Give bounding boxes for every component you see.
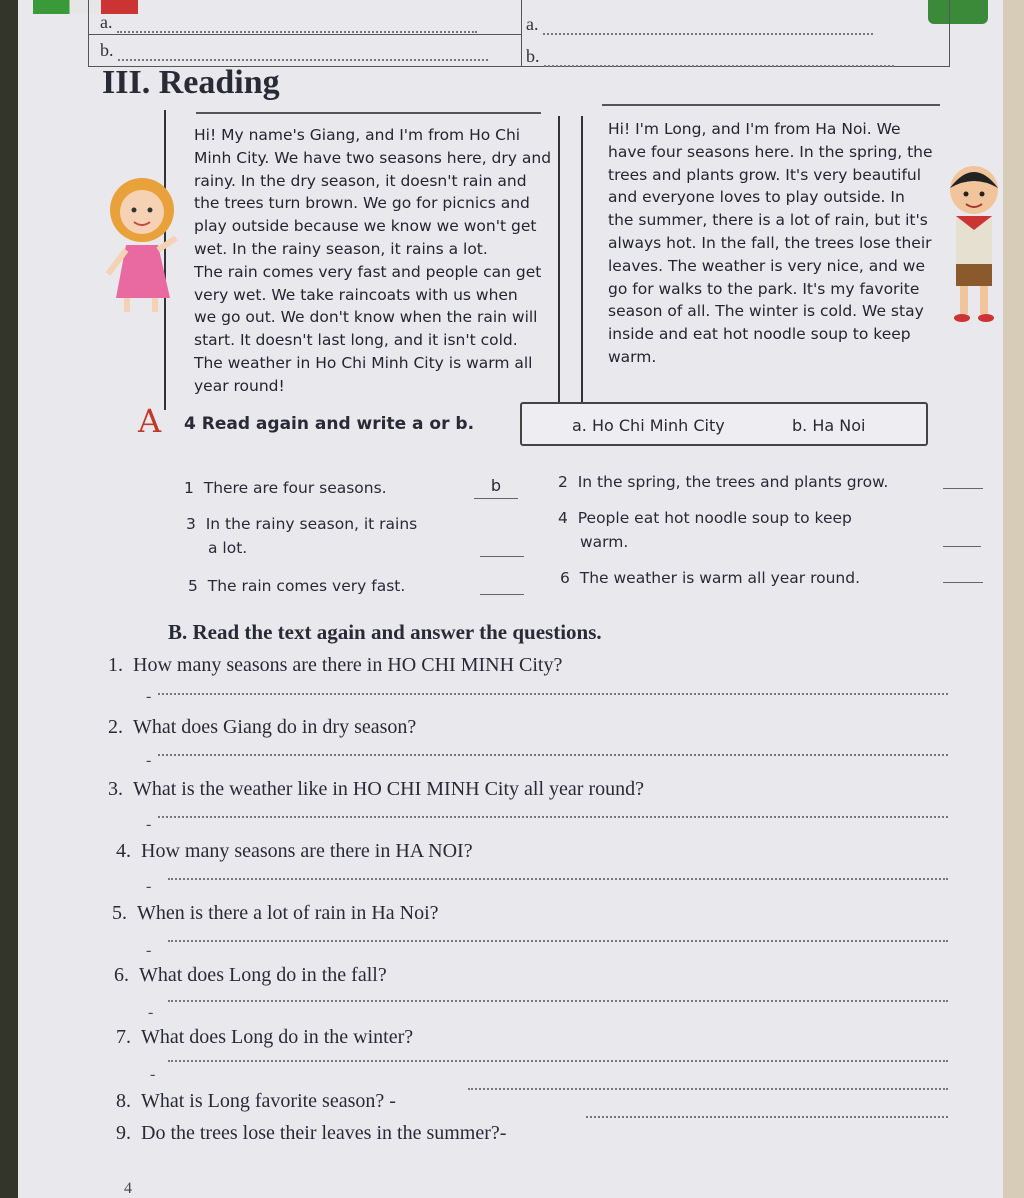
question-9 <box>116 1122 506 1145</box>
question-4 <box>116 840 473 863</box>
answer-field-5[interactable] <box>480 572 524 595</box>
question-number: 5. <box>112 902 127 924</box>
exercise-b-title: B. Read the text again and answer the questions. <box>168 620 602 644</box>
question-5 <box>112 902 439 925</box>
question-number: 9. <box>116 1122 131 1144</box>
answer-line-3[interactable] <box>158 816 948 818</box>
question-text: When is there a lot of rain in Ha Noi? <box>137 902 439 924</box>
passage-line: always hot. In the fall, the trees lose their <box>608 233 932 252</box>
question-1 <box>108 654 562 677</box>
answer-line-7[interactable] <box>168 1060 948 1062</box>
passage-line: Hi! My name's Giang, and I'm from Ho Chi <box>194 126 521 144</box>
passage-line: Minh City. We have two seasons here, dry and <box>194 148 552 167</box>
boy-illustration <box>944 160 1003 330</box>
passage-line: very wet. We take raincoats with us when <box>194 285 518 304</box>
answer-dash: - <box>146 688 152 705</box>
answer-line-4[interactable] <box>168 878 948 880</box>
row-label: b. <box>100 40 114 60</box>
question-number: 4. <box>116 840 131 862</box>
passage-line: trees and plants grow. It's very beautiful <box>608 165 922 184</box>
long-passage <box>608 118 938 369</box>
question-text: How many seasons are there in HA NOI? <box>141 840 473 862</box>
question-8 <box>116 1090 396 1113</box>
item-4: 4 People eat hot noodle soup to keep warm. <box>558 509 852 551</box>
passage-line: wet. In the rainy season, it rains a lot. <box>194 239 488 258</box>
answer-line-2[interactable] <box>158 754 948 756</box>
row-label: a. <box>526 14 539 34</box>
giang-passage <box>194 124 554 398</box>
item-5: 5 The rain comes very fast. <box>188 577 406 595</box>
question-number: 6. <box>114 964 129 986</box>
key-a: a. Ho Chi Minh City <box>572 416 725 435</box>
answer-line-9[interactable] <box>586 1116 948 1118</box>
passage-line: we go out. We don't know when the rain will <box>194 308 538 327</box>
question-number: 2. <box>108 716 123 738</box>
answer-dash: - <box>146 816 152 833</box>
passage-line: and everyone loves to play outside. In <box>608 188 905 207</box>
question-2 <box>108 716 416 739</box>
question-number: 3. <box>108 778 123 800</box>
question-text: Do the trees lose their leaves in the summer?- <box>141 1122 507 1144</box>
passage-line: season of all. The winter is cold. We stay <box>608 302 924 321</box>
question-text: How many seasons are there in HO CHI MINH City? <box>133 654 563 676</box>
passage-line: go for walks to the park. It's my favorite <box>608 279 920 298</box>
exercise-a-letter: A <box>138 402 162 440</box>
answer-field-6[interactable] <box>943 560 983 583</box>
next-page-edge <box>1003 0 1024 1198</box>
passage-line: the summer, there is a lot of rain, but it's <box>608 211 928 230</box>
question-text: What does Giang do in dry season? <box>133 716 417 738</box>
passage-line: the trees turn brown. We go for picnics and <box>194 194 530 213</box>
key-b: b. Ha Noi <box>792 416 866 435</box>
passage-line: start. It doesn't last long, and it isn't cold. <box>194 331 518 350</box>
item-6: 6 The weather is warm all year round. <box>560 569 861 587</box>
question-text: What does Long do in the winter? <box>141 1026 414 1048</box>
question-text: What is the weather like in HO CHI MINH City all year round? <box>133 778 644 800</box>
row-label: b. <box>526 46 540 66</box>
item-1: 1 There are four seasons. <box>184 479 387 497</box>
question-number: 8. <box>116 1090 131 1112</box>
answer-field-1[interactable]: b <box>474 476 518 499</box>
question-text: What does Long do in the fall? <box>139 964 387 986</box>
question-3 <box>108 778 644 801</box>
passage-line: inside and eat hot noodle soup to keep <box>608 325 911 344</box>
exercise-a-title: 4 Read again and write a or b. <box>184 414 475 434</box>
passage-line: warm. <box>608 347 657 366</box>
question-number: 1. <box>108 654 123 676</box>
page-number: 4 <box>124 1180 132 1197</box>
answer-dash: - <box>146 752 152 769</box>
answer-dash: - <box>148 1004 154 1021</box>
girl-illustration <box>104 170 184 320</box>
answer-line-1[interactable] <box>158 693 948 695</box>
answer-line-5[interactable] <box>168 940 948 942</box>
answer-field-4[interactable] <box>943 524 981 547</box>
answer-key-box <box>520 402 928 446</box>
worksheet-page <box>18 0 1003 1198</box>
item-2: 2 In the spring, the trees and plants grow. <box>558 473 889 491</box>
answer-dash: - <box>146 878 152 895</box>
book-binding <box>0 0 18 1198</box>
answer-field-2[interactable] <box>943 466 983 489</box>
top-left-row-b <box>100 40 488 61</box>
answer-dash: - <box>146 942 152 959</box>
passage-line: The rain comes very fast and people can get <box>194 262 542 281</box>
passage-line: leaves. The weather is very nice, and we <box>608 256 926 275</box>
question-6 <box>114 964 387 987</box>
question-text: What is Long favorite season? - <box>141 1090 396 1112</box>
passage-line: Hi! I'm Long, and I'm from Ha Noi. We <box>608 120 901 138</box>
row-label: a. <box>100 12 113 32</box>
passage-line: have four seasons here. In the spring, the <box>608 142 933 161</box>
question-7 <box>116 1026 413 1049</box>
question-number: 7. <box>116 1026 131 1048</box>
passage-line: The weather in Ho Chi Minh City is warm all <box>194 353 533 372</box>
answer-line-6[interactable] <box>168 1000 948 1002</box>
top-right-row-b <box>526 46 894 67</box>
passage-line: year round! <box>194 376 285 395</box>
answer-field-3[interactable] <box>480 534 524 557</box>
top-left-row-a <box>100 12 477 33</box>
answer-line-8[interactable] <box>468 1088 948 1090</box>
answer-dash: - <box>150 1066 156 1083</box>
passage-line: rainy. In the dry season, it doesn't rain and <box>194 171 527 190</box>
passage-line: play outside because we know we won't get <box>194 217 537 236</box>
top-right-row-a <box>526 14 873 35</box>
item-3: 3 In the rainy season, it rains a lot. <box>186 515 418 557</box>
section-heading: III. Reading <box>102 64 280 101</box>
